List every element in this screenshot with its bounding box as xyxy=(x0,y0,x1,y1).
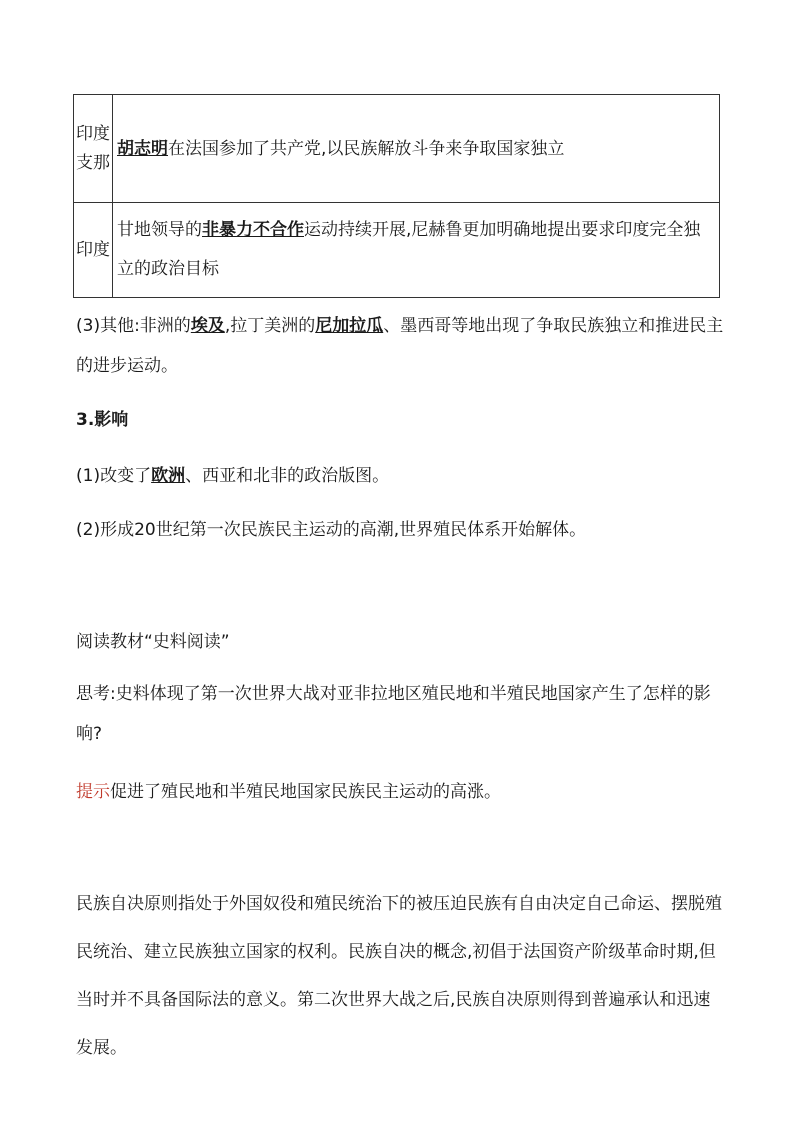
table-row xyxy=(74,203,720,298)
paragraph-text: ,拉丁美洲的 xyxy=(224,316,316,336)
key-term: 欧洲 xyxy=(151,466,186,486)
impact-item: (2)形成20世纪第一次民族民主运动的高潮,世界殖民体系开始解体。 xyxy=(76,520,587,540)
country-name-line: 支那 xyxy=(76,152,110,173)
description-cell xyxy=(113,95,720,203)
note-paragraph: 民族自决原则指处于外国奴役和殖民统治下的被压迫民族有自由决定自己命运、摆脱殖民统治、建立民族独立国家的权利。民族自决的概念,初倡于法国资产阶级革命时期,但当时并不具备国际法的意义。第二次世界大战之后,民族自决原则得到普遍承认和迅速发展。 xyxy=(76,894,722,1058)
description-text: 运动持续开展,尼赫鲁更加明确地提出要求印度完全独立的政治目标 xyxy=(117,220,701,279)
country-name-line: 印度 xyxy=(76,123,110,144)
description-text: 甘地领导的 xyxy=(117,220,202,240)
country-cell xyxy=(74,203,113,298)
national-movements-table xyxy=(73,94,720,298)
impact-item xyxy=(76,456,726,496)
reading-title: 阅读教材“史料阅读” xyxy=(76,632,230,652)
country-cell xyxy=(74,95,113,203)
table-row xyxy=(74,95,720,203)
key-term: 埃及 xyxy=(190,316,225,336)
description-text: 在法国参加了共产党,以民族解放斗争来争取国家独立 xyxy=(168,138,565,159)
reading-question: 思考:史料体现了第一次世界大战对亚非拉地区殖民地和半殖民地国家产生了怎样的影响? xyxy=(76,684,711,744)
paragraph-text: (3)其他:非洲的 xyxy=(76,316,191,336)
country-name: 印度 xyxy=(76,239,110,260)
key-term: 胡志明 xyxy=(117,138,168,159)
hint-label: 提示 xyxy=(76,782,110,802)
description-cell xyxy=(113,203,720,298)
paragraph-text: 、西亚和北非的政治版图。 xyxy=(185,466,390,486)
other-regions-paragraph xyxy=(76,306,726,386)
key-term: 非暴力不合作 xyxy=(202,220,304,240)
paragraph-text: (1)改变了 xyxy=(76,466,152,486)
paragraph-text: 、墨西哥等地出现了争取民族独立和推进民主的进步运动。 xyxy=(76,316,724,376)
section-heading: 3.影响 xyxy=(76,410,129,430)
reading-hint xyxy=(76,772,726,812)
hint-text: 促进了殖民地和半殖民地国家民族民主运动的高涨。 xyxy=(110,782,501,802)
key-term: 尼加拉瓜 xyxy=(315,316,384,336)
